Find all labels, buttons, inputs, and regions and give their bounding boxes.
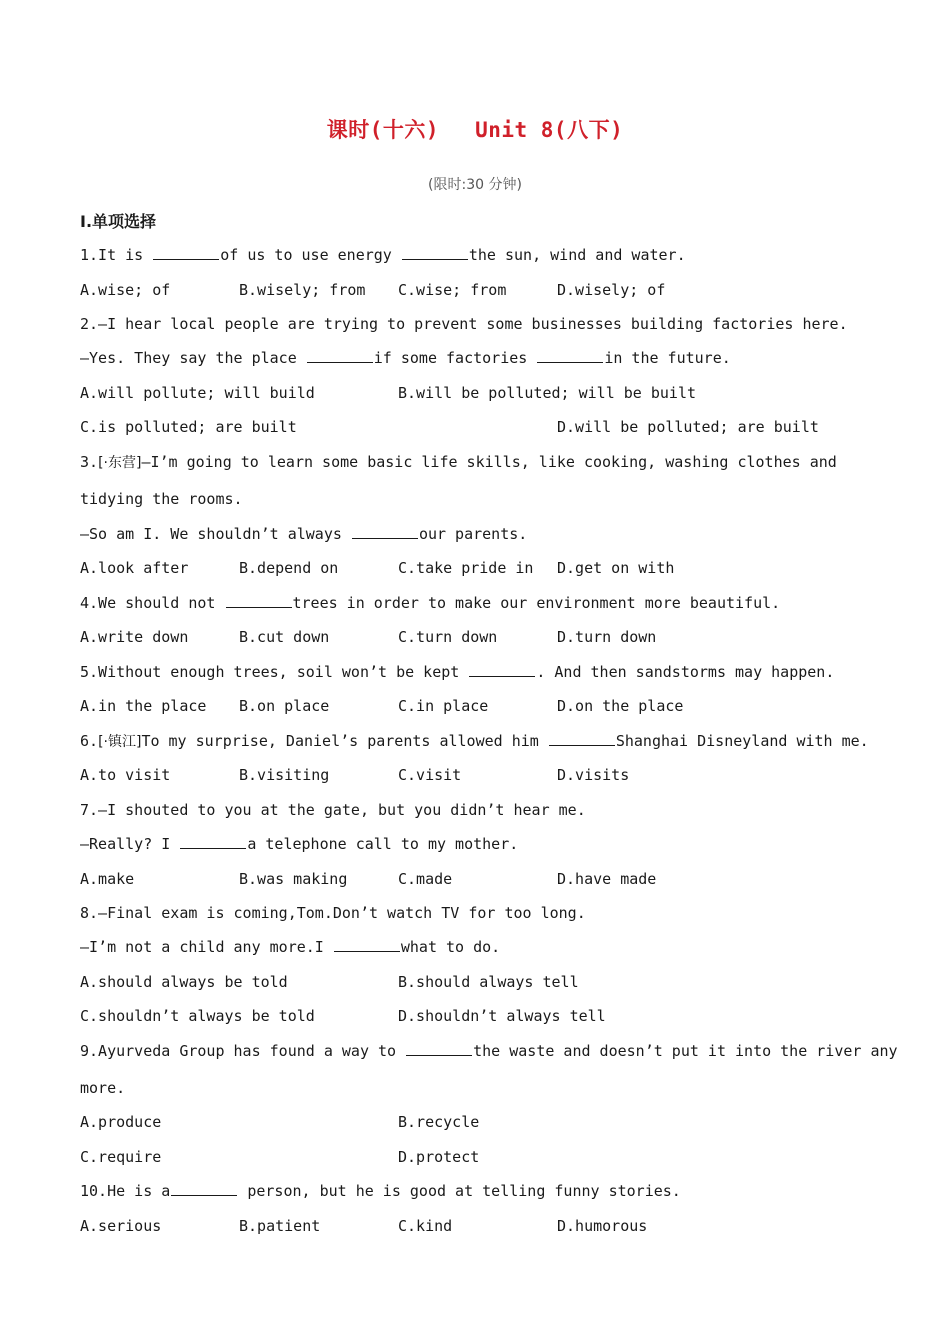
option-c: C.require bbox=[80, 1148, 162, 1166]
question-3-reply: —So am I. We shouldn’t always our parents. bbox=[80, 525, 528, 543]
answer-blank bbox=[307, 348, 373, 363]
question-2-reply: —Yes. They say the place if some factories in the future. bbox=[80, 349, 731, 367]
option-c: C.take pride in bbox=[398, 559, 534, 577]
title-lesson: 课时(十六) bbox=[326, 118, 440, 142]
option-b: B.will be polluted; will be built bbox=[398, 384, 697, 402]
option-c: C.wise; from bbox=[398, 281, 507, 299]
option-b: B.recycle bbox=[398, 1113, 480, 1131]
option-c: C.visit bbox=[398, 766, 462, 784]
question-9-cont: more. bbox=[80, 1079, 126, 1097]
option-c: C.in place bbox=[398, 697, 489, 715]
title-unit: Unit 8(八下) bbox=[475, 118, 624, 142]
option-a: A.produce bbox=[80, 1113, 162, 1131]
option-b: B.was making bbox=[239, 870, 348, 888]
question-3: 3.[·东营]—I’m going to learn some basic life skills, like cooking, washing clothes and bbox=[80, 453, 837, 471]
answer-blank bbox=[549, 731, 615, 746]
question-3-cont: tidying the rooms. bbox=[80, 490, 243, 508]
option-a: A.in the place bbox=[80, 697, 207, 715]
option-c: C.made bbox=[398, 870, 453, 888]
answer-blank bbox=[406, 1041, 472, 1056]
answer-blank bbox=[469, 662, 535, 677]
question-7: 7.—I shouted to you at the gate, but you didn’t hear me. bbox=[80, 801, 586, 819]
question-6: 6.[·镇江]To my surprise, Daniel’s parents allowed him Shanghai Disneyland with me. bbox=[80, 732, 869, 750]
option-c: C.kind bbox=[398, 1217, 453, 1235]
answer-blank bbox=[153, 245, 219, 260]
option-d: D.on the place bbox=[557, 697, 684, 715]
option-d: D.humorous bbox=[557, 1217, 648, 1235]
question-8: 8.—Final exam is coming,Tom.Don’t watch TV for too long. bbox=[80, 904, 586, 922]
question-2: 2.—I hear local people are trying to prevent some businesses building factories here. bbox=[80, 315, 848, 333]
option-b: B.depend on bbox=[239, 559, 339, 577]
question-8-reply: —I’m not a child any more.I what to do. bbox=[80, 938, 501, 956]
question-5: 5.Without enough trees, soil won’t be kept . And then sandstorms may happen. bbox=[80, 663, 835, 681]
option-a: A.will pollute; will build bbox=[80, 384, 315, 402]
question-7-reply: —Really? I a telephone call to my mother. bbox=[80, 835, 519, 853]
question-4: 4.We should not trees in order to make our environment more beautiful. bbox=[80, 594, 781, 612]
answer-blank bbox=[180, 834, 246, 849]
option-a: A.wise; of bbox=[80, 281, 171, 299]
option-d: D.will be polluted; are built bbox=[557, 418, 819, 436]
option-b: B.on place bbox=[239, 697, 330, 715]
option-a: A.write down bbox=[80, 628, 189, 646]
option-a: A.to visit bbox=[80, 766, 171, 784]
answer-blank bbox=[226, 593, 292, 608]
answer-blank bbox=[402, 245, 468, 260]
option-a: A.should always be told bbox=[80, 973, 288, 991]
option-c: C.turn down bbox=[398, 628, 498, 646]
answer-blank bbox=[334, 937, 400, 952]
option-a: A.make bbox=[80, 870, 135, 888]
option-b: B.cut down bbox=[239, 628, 330, 646]
answer-blank bbox=[537, 348, 603, 363]
question-1: 1.It is of us to use energy the sun, wind and water. bbox=[80, 246, 686, 264]
source-tag: [·东营] bbox=[98, 455, 142, 471]
option-d: D.wisely; of bbox=[557, 281, 666, 299]
option-b: B.patient bbox=[239, 1217, 321, 1235]
answer-blank bbox=[171, 1181, 237, 1196]
option-d: D.visits bbox=[557, 766, 630, 784]
page-title bbox=[0, 114, 950, 144]
option-c: C.shouldn’t always be told bbox=[80, 1007, 315, 1025]
section-heading: Ⅰ.单项选择 bbox=[80, 212, 157, 231]
option-a: A.serious bbox=[80, 1217, 162, 1235]
option-d: D.get on with bbox=[557, 559, 675, 577]
answer-blank bbox=[352, 524, 418, 539]
option-b: B.wisely; from bbox=[239, 281, 366, 299]
time-limit: (限时:30 分钟) bbox=[428, 177, 522, 193]
option-d: D.turn down bbox=[557, 628, 657, 646]
question-10: 10.He is a person, but he is good at telling funny stories. bbox=[80, 1182, 681, 1200]
option-c: C.is polluted; are built bbox=[80, 418, 297, 436]
option-d: D.have made bbox=[557, 870, 657, 888]
source-tag: [·镇江] bbox=[98, 734, 142, 750]
option-b: B.visiting bbox=[239, 766, 330, 784]
option-b: B.should always tell bbox=[398, 973, 579, 991]
option-d: D.protect bbox=[398, 1148, 480, 1166]
option-a: A.look after bbox=[80, 559, 189, 577]
option-d: D.shouldn’t always tell bbox=[398, 1007, 606, 1025]
question-9: 9.Ayurveda Group has found a way to the waste and doesn’t put it into the river any bbox=[80, 1042, 898, 1060]
